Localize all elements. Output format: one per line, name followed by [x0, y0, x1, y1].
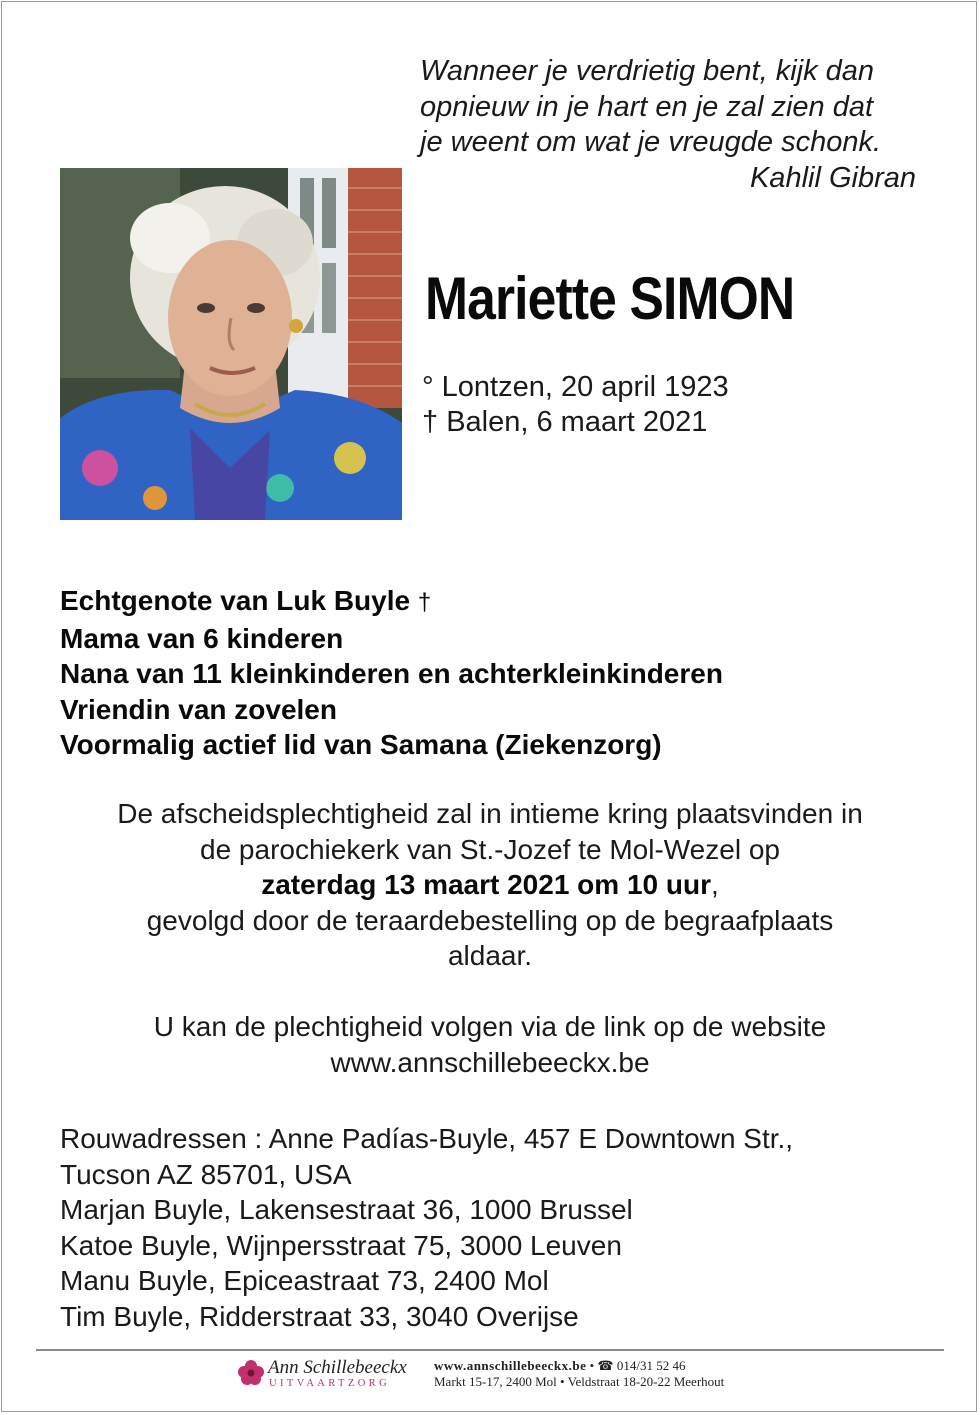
cross-icon: † — [422, 406, 439, 438]
footer-website-link[interactable]: www.annschillebeeckx.be — [434, 1358, 587, 1373]
address-line: Manu Buyle, Epiceastraat 73, 2400 Mol — [60, 1265, 549, 1296]
address-line: Marjan Buyle, Lakensestraat 36, 1000 Brussel — [60, 1194, 633, 1225]
quote-line: je weent om wat je vreugde schonk. — [420, 126, 882, 158]
footer-phone: 014/31 52 46 — [613, 1358, 686, 1373]
ceremony-announcement — [40, 796, 940, 974]
footer-contact-line — [434, 1358, 724, 1374]
quote-line: opnieuw in je hart en je zal zien dat — [420, 90, 874, 123]
address-line: Tim Buyle, Ridderstraat 33, 3040 Overijse — [60, 1300, 579, 1332]
portrait-photo — [60, 168, 402, 520]
birth-date: ° Lontzen, 20 april 1923 — [422, 371, 729, 403]
death-date: Balen, 6 maart 2021 — [438, 406, 708, 438]
footer-separator: • — [586, 1358, 598, 1373]
relation-item: Vriendin van zovelen — [60, 693, 337, 725]
quote-author: Kahlil Gibran — [749, 161, 916, 194]
portrait-photo-illustration — [60, 168, 402, 520]
relation-item: Mama van 6 kinderen — [60, 622, 344, 654]
ceremony-line: aldaar. — [447, 940, 533, 971]
ceremony-line: de parochiekerk van St.-Jozef te Mol-Wezel op — [200, 833, 780, 865]
relation-item: Voormalig actief lid van Samana (Ziekenzorg) — [60, 729, 662, 760]
quote-block — [420, 54, 916, 196]
deceased-name: Mariette SIMON — [425, 265, 795, 332]
death-date-line — [422, 405, 729, 440]
address-line: Rouwadressen : Anne Padías-Buyle, 457 E Downtown Str., — [60, 1123, 794, 1154]
quote-line: Wanneer je verdrietig bent, kijk dan — [420, 55, 875, 87]
stream-website-link[interactable]: www.annschillebeeckx.be — [330, 1046, 650, 1078]
ceremony-date: zaterdag 13 maart 2021 om 10 uur — [261, 869, 711, 900]
life-dates — [422, 370, 729, 440]
footer-locations: Markt 15-17, 2400 Mol • Veldstraat 18-20-22 Meerhout — [434, 1374, 725, 1389]
address-line: Katoe Buyle, Wijnpersstraat 75, 3000 Leuven — [60, 1229, 622, 1261]
footer-contact — [434, 1358, 724, 1390]
condolence-addresses — [60, 1121, 793, 1334]
footer — [238, 1355, 758, 1391]
relation-item — [60, 583, 723, 621]
ceremony-line: gevolgd door de teraardebestelling op de begraafplaats — [146, 904, 834, 936]
brand-subtitle: UITVAARTZORG — [269, 1378, 391, 1389]
ceremony-date-suffix: , — [710, 869, 719, 900]
cross-icon: † — [417, 589, 432, 616]
relations-list — [60, 583, 723, 763]
footer-divider — [36, 1349, 944, 1351]
flower-logo-icon — [238, 1359, 264, 1389]
brand-name: Ann Schillebeeckx — [268, 1357, 407, 1378]
livestream-notice — [40, 1009, 940, 1080]
ceremony-date-line — [40, 867, 940, 903]
ceremony-line: De afscheidsplechtigheid zal in intieme kring plaatsvinden in — [117, 798, 863, 829]
relation-item: Nana van 11 kleinkinderen en achterkleinkinderen — [60, 658, 723, 689]
stream-line: U kan de plechtigheid volgen via de link op de website — [153, 1011, 827, 1042]
address-line: Tucson AZ 85701, USA — [60, 1158, 352, 1190]
relation-text: Echtgenote van Luk Buyle — [60, 585, 411, 616]
phone-icon: ☎ — [597, 1358, 614, 1373]
